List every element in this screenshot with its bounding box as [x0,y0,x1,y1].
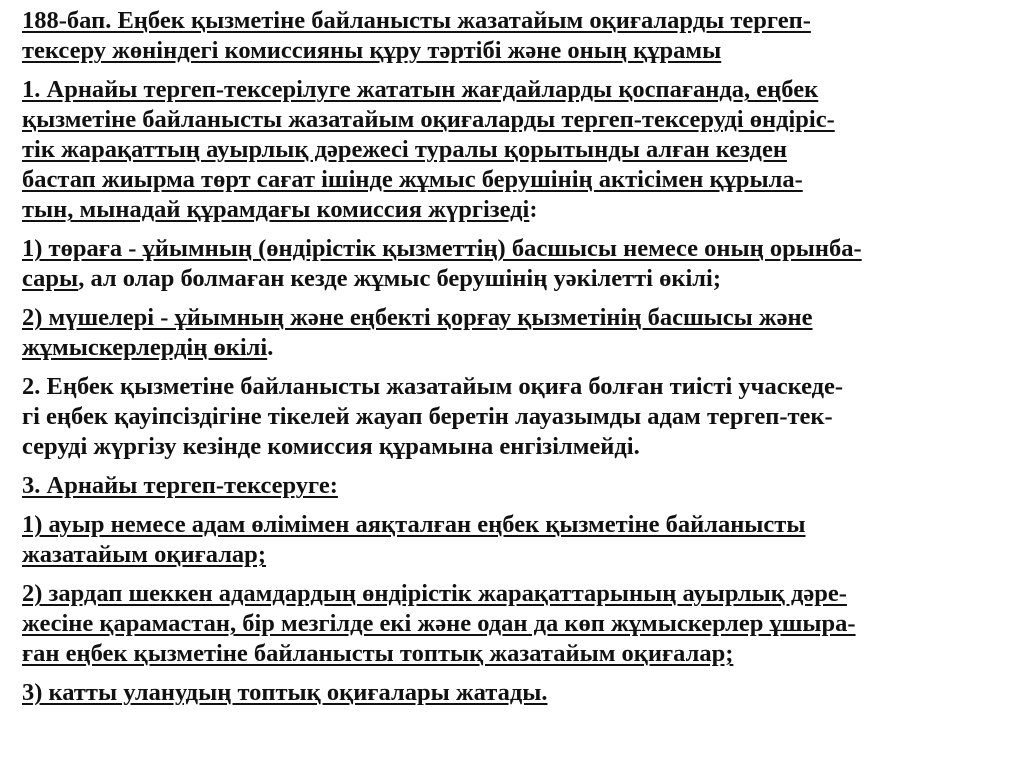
text-run: жесіне қарамастан, бір мезгілде екі және одан да көп жұмыскерлер ұшыра- [22,610,856,637]
text-run: гі еңбек қауіпсіздігіне тікелей жауап беретін лауазымды адам тергеп-тек- [22,403,833,430]
text-run: тын, мынадай құрамдағы комиссия жүргізеді [22,196,530,223]
document-page [22,6,1012,717]
text-run: 1) төраға - ұйымның (өндірістік қызметтің) басшысы немесе оның орынба- [22,235,862,262]
text-line [22,510,1012,540]
text-line [22,372,1012,402]
text-line [22,540,1012,570]
text-run: ған еңбек қызметіне байланысты топтық жазатайым оқиғалар; [22,640,734,667]
text-line [22,471,1012,501]
text-run: жұмыскерлердің өкілі [22,334,268,361]
text-line [22,195,1012,225]
text-run: бастап жиырма төрт сағат ішінде жұмыс берушінің актісімен құрыла- [22,166,803,193]
text-run: 2. Еңбек қызметіне байланысты жазатайым оқиға болған тиісті учаскеде- [22,373,844,400]
text-line [22,75,1012,105]
text-run: сары [22,265,79,292]
text-line [22,303,1012,333]
text-line [22,333,1012,363]
paragraph [22,234,1012,294]
text-line [22,678,1012,708]
text-line [22,6,1012,36]
paragraph [22,579,1012,669]
text-run: : [529,196,538,223]
paragraph [22,6,1012,66]
text-run: 3. Арнайы тергеп-тексеруге: [22,472,338,499]
text-line [22,234,1012,264]
text-run: 2) зардап шеккен адамдардың өндірістік жарақаттарының ауырлық дәре- [22,580,847,607]
text-run: тік жарақаттың ауырлық дәрежесі туралы қорытынды алған кезден [22,136,787,163]
text-run: жазатайым оқиғалар; [22,541,266,568]
text-line [22,264,1012,294]
text-run: 3) катты уланудың топтық оқиғалары жатады. [22,679,548,706]
paragraph [22,471,1012,501]
paragraph [22,510,1012,570]
text-run: 188-бап. Еңбек қызметіне байланысты жазатайым оқиғаларды тергеп- [22,7,811,34]
text-run: 1. Арнайы тергеп-тексерілуге жататын жағдайларды қоспағанда, еңбек [22,76,819,103]
paragraph [22,372,1012,462]
text-line [22,639,1012,669]
text-line [22,135,1012,165]
text-line [22,579,1012,609]
text-run: , ал олар болмаған кезде жұмыс берушінің уәкілетті өкілі; [78,265,722,292]
text-run: қызметіне байланысты жазатайым оқиғаларды тергеп-тексеруді өндіріс- [22,106,835,133]
text-run: 2) мүшелері - ұйымның және еңбекті қорғау қызметінің басшысы және [22,304,813,331]
paragraph [22,75,1012,225]
text-line [22,609,1012,639]
text-line [22,402,1012,432]
text-line [22,36,1012,66]
text-run: 1) ауыр немесе адам өлімімен аяқталған еңбек қызметіне байланысты [22,511,806,538]
text-run: тексеру жөніндегі комиссияны құру тәртібі және оның құрамы [22,37,722,64]
text-run: . [267,334,274,361]
text-run: серуді жүргізу кезінде комиссия құрамына енгізілмейді. [22,433,640,460]
text-line [22,105,1012,135]
paragraph [22,303,1012,363]
text-line [22,432,1012,462]
text-line [22,165,1012,195]
paragraph [22,678,1012,708]
